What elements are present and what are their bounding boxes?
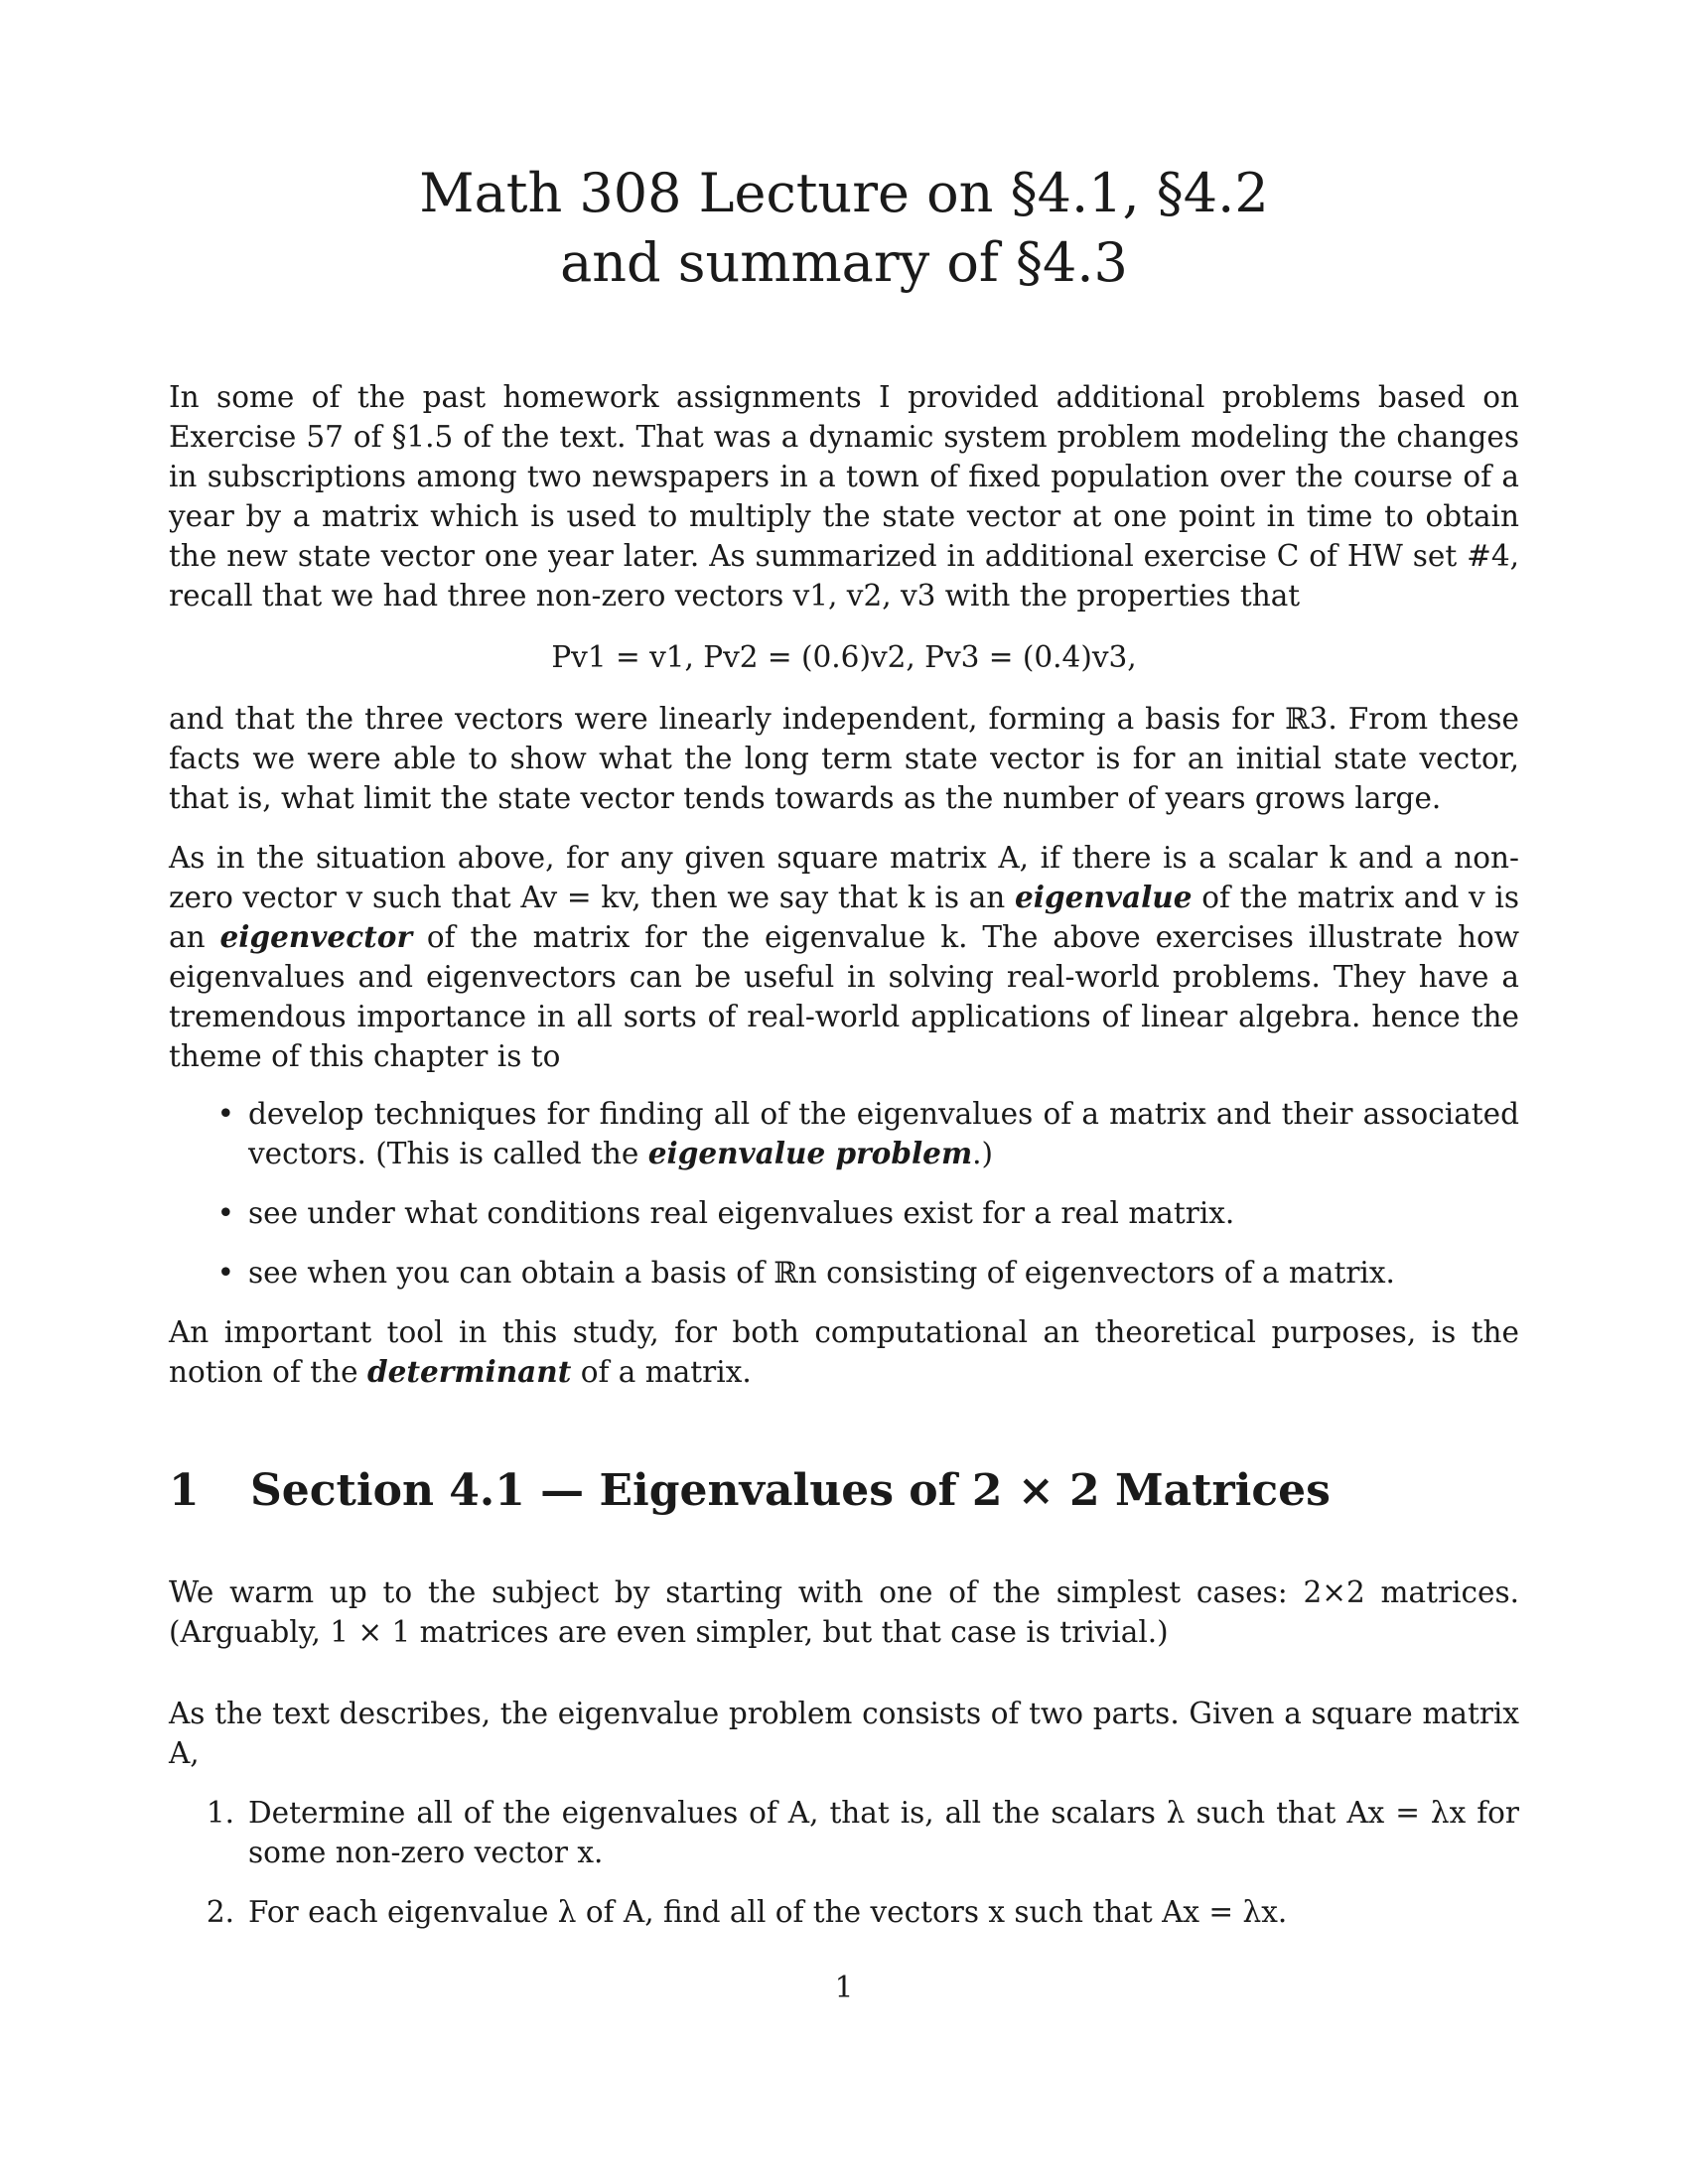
- document-title: [169, 159, 1519, 298]
- para3-text-a: As in the situation above, for any given square matrix A, if there is a scalar k and a non-zero vector v such that Av = kv, then we say that k is an: [169, 841, 1519, 914]
- intro-paragraph-3: [169, 838, 1519, 1076]
- page-number: 1: [834, 1971, 854, 2004]
- bullet-text-b: .): [972, 1137, 994, 1170]
- intro-paragraph-2: and that the three vectors were linearly independent, forming a basis for ℝ3. From these facts we were able to show what the long term state vector is for an initial state vector, that is, what limit the state vector tends towards as the number of years grows large.: [169, 702, 1519, 815]
- steps-list: [169, 1793, 1519, 1932]
- term-eigenvector: eigenvector: [219, 919, 413, 954]
- enum-marker: 2.: [206, 1895, 234, 1929]
- closing-text-b: of a matrix.: [571, 1355, 752, 1389]
- list-item-text: Determine all of the eigenvalues of A, that is, all the scalars λ such that Ax = λx for some non-zero vector x.: [248, 1796, 1519, 1869]
- section-paragraph-1: We warm up to the subject by starting with one of the simplest cases: 2×2 matrices. (Arguably, 1 × 1 matrices are even simpler, but that case is trivial.): [169, 1575, 1519, 1649]
- list-item-text: [248, 1094, 1519, 1173]
- enum-marker: 1.: [206, 1796, 234, 1830]
- closing-text-a: An important tool in this study, for both computational an theoretical purposes, is the notion of the: [169, 1315, 1519, 1389]
- term-eigenvalue-problem: eigenvalue problem: [647, 1136, 973, 1170]
- bullet-marker: •: [216, 1256, 234, 1290]
- section-title: Section 4.1 — Eigenvalues of 2 × 2 Matrices: [250, 1465, 1331, 1516]
- section-number: 1: [169, 1465, 200, 1516]
- list-item: [169, 1253, 1519, 1293]
- goals-list: [169, 1094, 1519, 1293]
- term-determinant: determinant: [366, 1354, 572, 1389]
- list-item-text: see under what conditions real eigenvalues exist for a real matrix.: [248, 1196, 1235, 1230]
- bullet-marker: •: [216, 1196, 234, 1230]
- list-item: [169, 1892, 1519, 1932]
- closing-paragraph: [169, 1312, 1519, 1392]
- display-equation: Pv1 = v1, Pv2 = (0.6)v2, Pv3 = (0.4)v3,: [551, 640, 1137, 674]
- list-item-text: For each eigenvalue λ of A, find all of the vectors x such that Ax = λx.: [248, 1895, 1288, 1929]
- term-eigenvalue: eigenvalue: [1015, 880, 1193, 914]
- title-line-1: Math 308 Lecture on §4.1, §4.2: [419, 162, 1269, 224]
- list-item: [169, 1793, 1519, 1872]
- bullet-text-a: develop techniques for finding all of the eigenvalues of a matrix and their associated vectors. (This is called the: [248, 1097, 1519, 1170]
- section-heading: [169, 1461, 1519, 1521]
- list-item: [169, 1094, 1519, 1173]
- intro-paragraph-1: In some of the past homework assignments I provided additional problems based on Exercise 57 of §1.5 of the text. That was a dynamic system problem modeling the changes in subscriptions among two newspapers in a town of fixed population over the course of a year by a matrix which is used to multiply the state vector at one point in time to obtain the new state vector one year later. As summarized in additional exercise C of HW set #4, recall that we had three non-zero vectors v1, v2, v3 with the properties that: [169, 380, 1519, 613]
- list-item: [169, 1193, 1519, 1233]
- list-item-text: see when you can obtain a basis of ℝn consisting of eigenvectors of a matrix.: [248, 1256, 1395, 1290]
- title-line-2: and summary of §4.3: [560, 231, 1128, 294]
- section-paragraph-2: As the text describes, the eigenvalue problem consists of two parts. Given a square matrix A,: [169, 1697, 1519, 1770]
- para3-text-c: of the matrix for the eigenvalue k. The above exercises illustrate how eigenvalues and eigenvectors can be useful in solving real-world problems. They have a tremendous importance in all sorts of real-world applications of linear algebra. hence the theme of this chapter is to: [169, 920, 1519, 1073]
- para3-text-b: of the matrix and v is an: [169, 881, 1519, 954]
- document-page: [169, 159, 1519, 1952]
- bullet-marker: •: [216, 1097, 234, 1131]
